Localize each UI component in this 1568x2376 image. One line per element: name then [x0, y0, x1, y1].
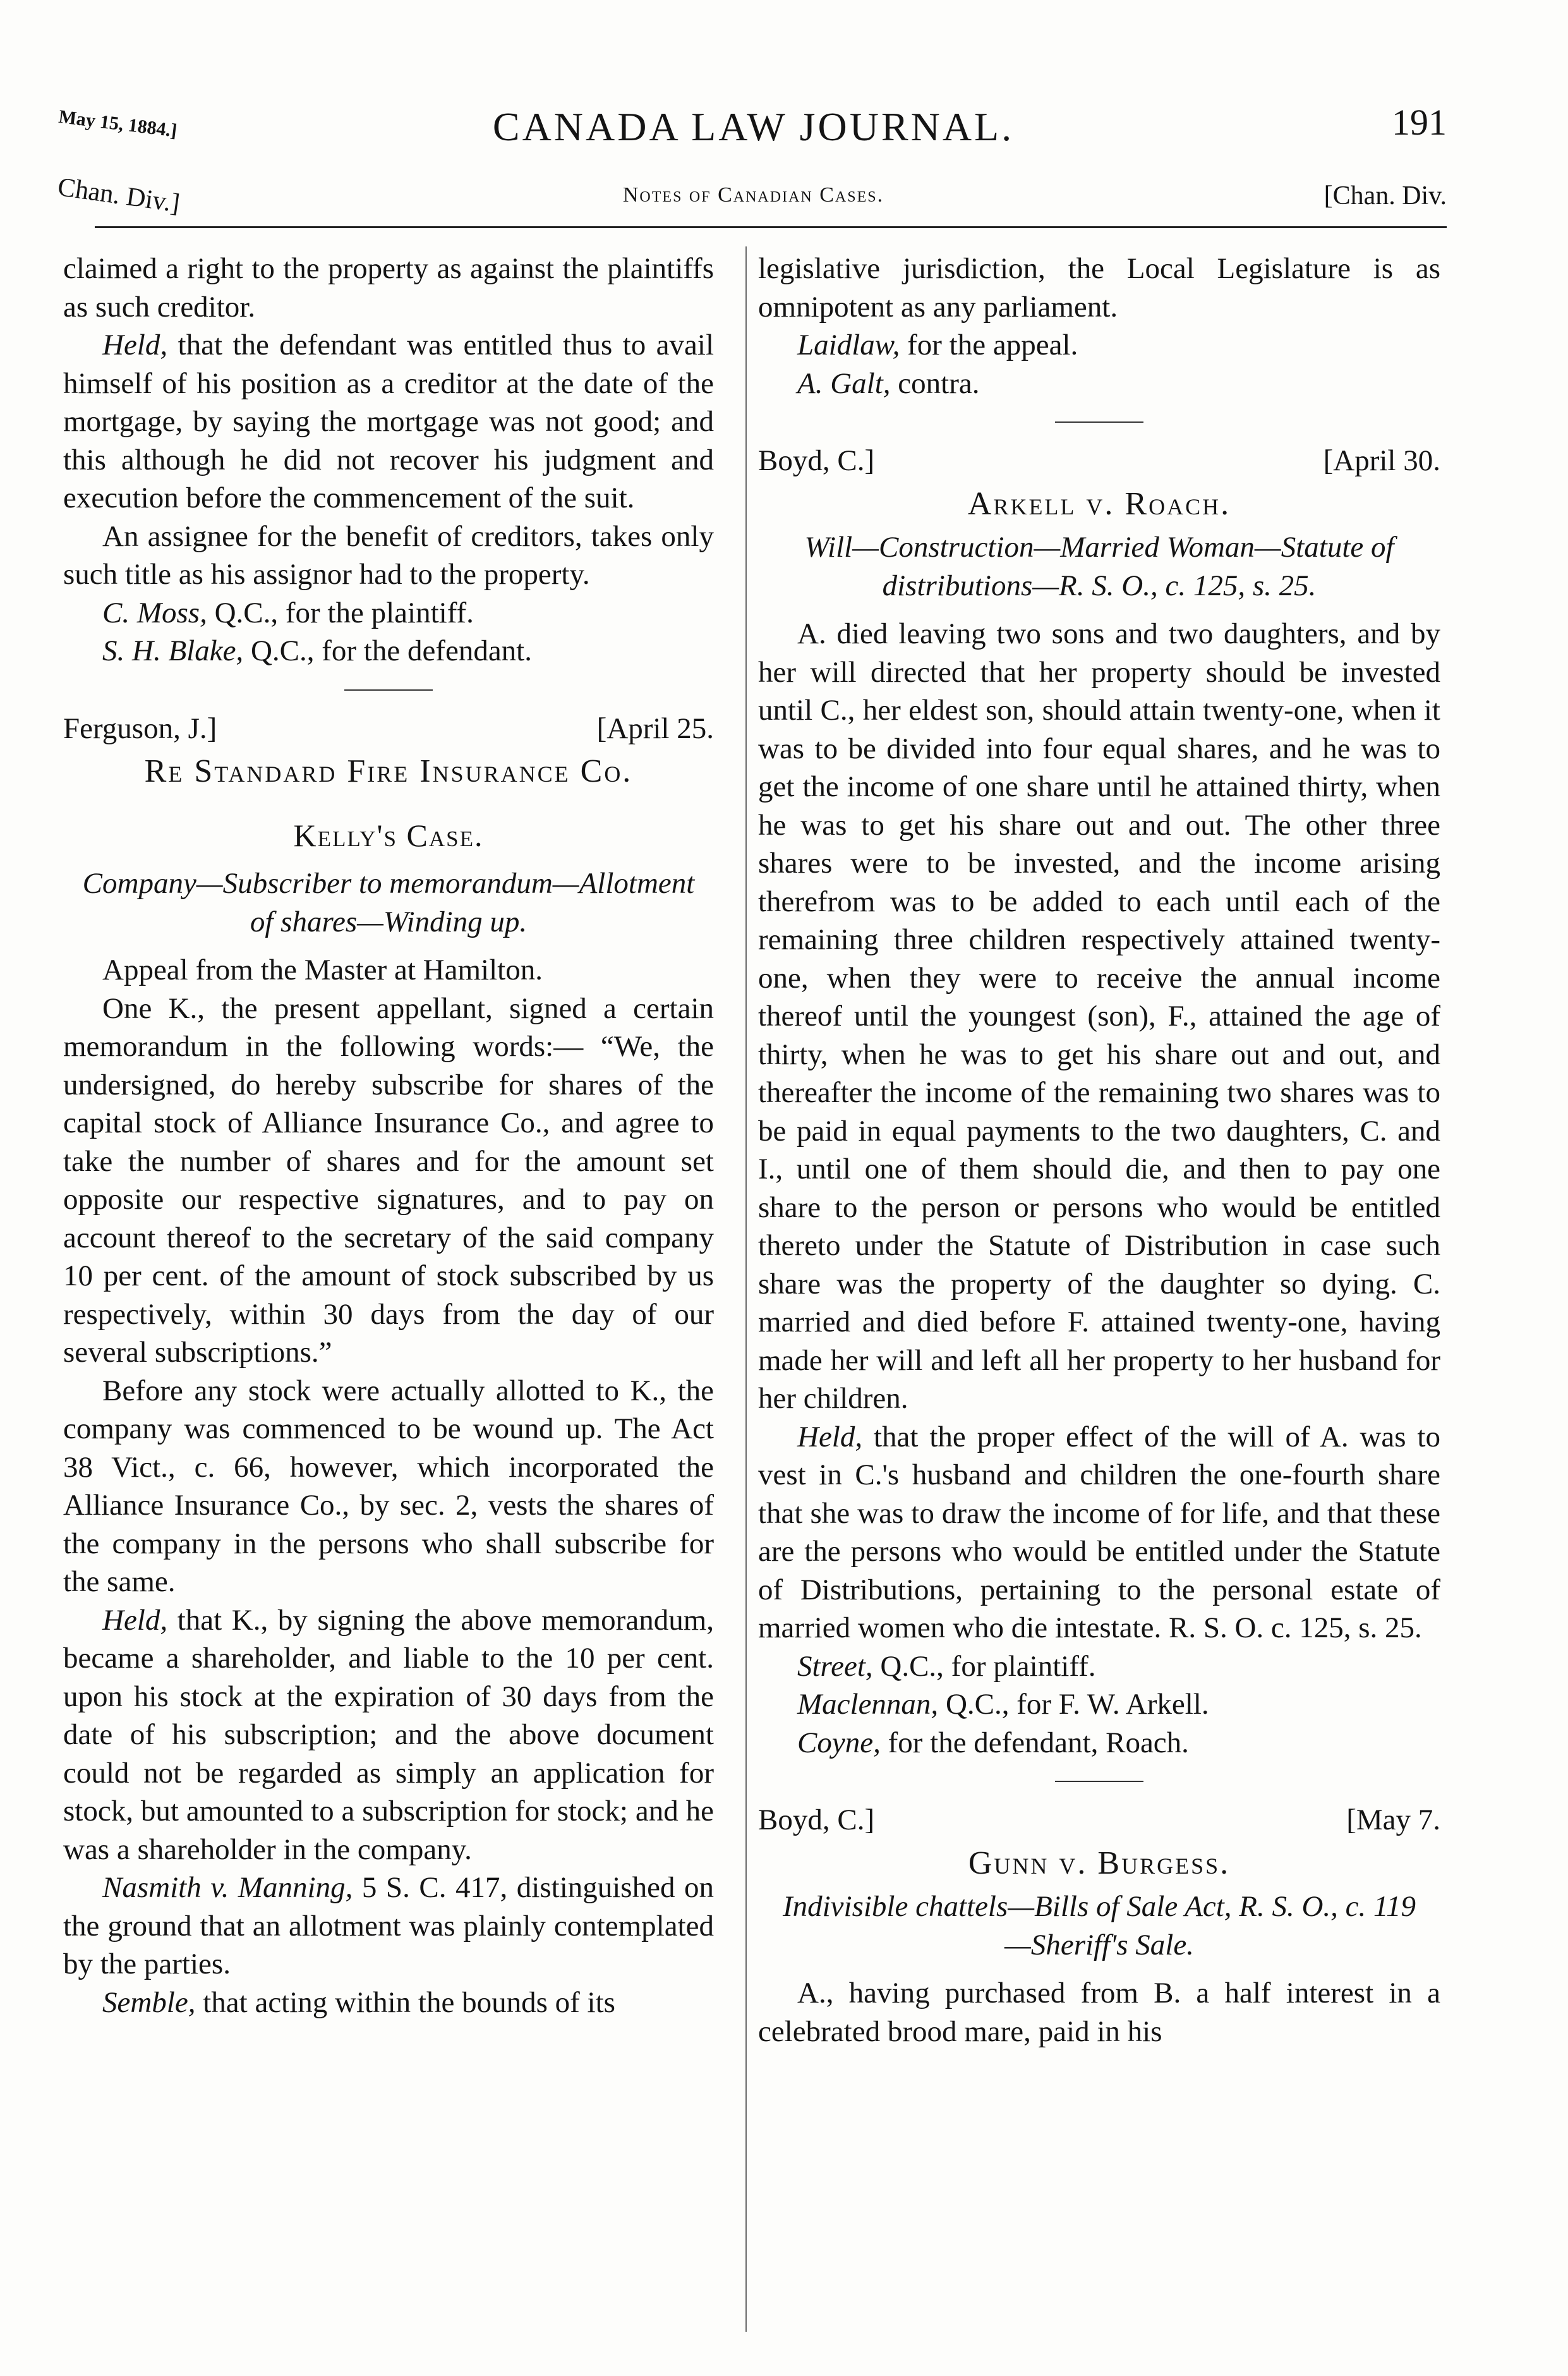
counsel-role: for the appeal.	[900, 329, 1078, 361]
section-left: Chan. Div.]	[56, 172, 182, 219]
paragraph-text: 5 S. C. 417, distinguished on the ground that an allotment was plainly contemplated by the parties.	[63, 1871, 714, 1980]
page-number: 191	[1392, 102, 1447, 143]
counsel-line	[758, 1724, 1440, 1762]
counsel-role: Q.C., for plaintiff.	[872, 1649, 1096, 1683]
case-separator	[1055, 1781, 1143, 1782]
counsel-name: Maclennan,	[797, 1688, 939, 1721]
counsel-line	[758, 326, 1440, 365]
paragraph: legislative jurisdiction, the Local Legislature is as omnipotent as any parliament.	[758, 252, 1440, 324]
judge: Ferguson, J.]	[63, 712, 217, 745]
right-column	[758, 250, 1440, 2051]
case-title: Gunn v. Burgess.	[968, 1845, 1231, 1881]
column-divider	[745, 246, 747, 2332]
counsel-role: Q.C., for the plaintiff.	[207, 596, 474, 629]
section-header	[56, 172, 1447, 222]
counsel-name: S. H. Blake,	[102, 634, 244, 667]
case-citation: Nasmith v. Manning,	[102, 1871, 353, 1904]
held-label: Held,	[102, 1603, 168, 1637]
counsel-name: Laidlaw,	[797, 329, 900, 361]
headnote: Indivisible chattels—Bills of Sale Act, R. S. O., c. 119—Sheriff's Sale.	[782, 1890, 1416, 1961]
journal-title: CANADA LAW JOURNAL.	[492, 104, 1015, 149]
counsel-name: C. Moss,	[102, 596, 207, 629]
case-title: Arkell v. Roach.	[967, 485, 1231, 522]
left-column	[63, 250, 714, 2021]
counsel-line	[758, 1647, 1440, 1686]
judge: Boyd, C.]	[758, 1803, 875, 1836]
header-date: May 15, 1884.]	[57, 106, 178, 142]
held-label: Held,	[797, 1420, 863, 1453]
counsel-line	[758, 1685, 1440, 1724]
counsel-name: Coyne,	[797, 1726, 881, 1759]
held-paragraph	[63, 1601, 714, 1869]
semble-paragraph	[63, 1984, 714, 2022]
paragraph-text: that the defendant was entitled thus to avail himself of his position as a creditor at the date of the mortgage, by saying the mortgage was not good; and this although he did not recover his judgment and execution before the commencement of the suit.	[63, 329, 714, 514]
section-title: Notes of Canadian Cases.	[622, 183, 884, 207]
paragraph-text: that K., by signing the above memorandum, became a shareholder, and liable to the 10 per cent. upon his stock at the expiration of 30 days from the date of his subscription; and the above document could not be regarded as simply an application for stock, but amounted to a subscription for stock; and he was a shareholder in the company.	[63, 1603, 714, 1866]
case-separator	[344, 689, 433, 691]
paragraph: Appeal from the Master at Hamilton.	[102, 954, 543, 986]
semble-label: Semble,	[102, 1985, 196, 2019]
case-title: Re Standard Fire Insurance Co.	[144, 753, 633, 789]
citation-paragraph	[63, 1869, 714, 1984]
counsel-role: for the defendant, Roach.	[880, 1726, 1189, 1759]
running-header	[57, 95, 1447, 164]
paragraph: A., having purchased from B. a half interest in a celebrated brood mare, paid in his	[758, 1977, 1440, 2048]
counsel-line	[63, 594, 714, 633]
held-paragraph	[63, 326, 714, 518]
case-date: [May 7.	[1346, 1803, 1440, 1836]
paragraph: claimed a right to the property as against the plaintiffs as such creditor.	[63, 252, 714, 324]
counsel-line	[758, 365, 1440, 403]
counsel-name: A. Galt,	[797, 367, 891, 400]
case-heading-row	[758, 442, 1440, 480]
held-label: Held,	[102, 329, 168, 361]
headnote: Company—Subscriber to memorandum—Allotment of shares—Winding up.	[82, 867, 695, 938]
paragraph-text: that the proper effect of the will of A. was to vest in C.'s husband and children the one-fourth share that she was to draw the income of for life, and that these are the persons who would be entitled under the Statute of Distributions, pertaining to the personal estate of married women who die intestate. R. S. O. c. 125, s. 25.	[758, 1420, 1440, 1644]
counsel-role: Q.C., for F. W. Arkell.	[938, 1688, 1209, 1721]
paragraph: A. died leaving two sons and two daughters, and by her will directed that her property should be invested until C., her eldest son, should attain twenty-one, when it was to be divided into four equal shares, and he was to get the income of one share until he attained thirty, when he was to get his share out and out. The other three shares were to be invested, and the income arising therefrom was to be added to each until each of the remaining three children respectively attained twenty-one, when they were to receive the annual income thereof until the youngest (son), F., attained the age of thirty, when he was to get his share out and out, and thereafter the income of the remaining two shares was to be paid in equal payments to the two daughters, C. and I., until one of them should die, and then to pay one share to the person or persons who would be entitled thereto under the Statute of Distribution in case such share was the property of the daughter so dying. C. married and died before F. attained twenty-one, having made her will and left all her property to her husband for her children.	[758, 617, 1440, 1415]
case-heading-row	[63, 710, 714, 748]
paragraph: One K., the present appellant, signed a certain memorandum in the following words:— “We, the undersigned, do hereby subscribe for shares of the capital stock of Alliance Insurance Co., and agree to take the number of shares and for the amount set opposite our respective signatures, and to pay on account thereof to the secretary of the said company 10 per cent. of the amount of stock subscribed by us respectively, within 30 days from the day of our several subscriptions.”	[63, 991, 714, 1369]
counsel-line	[63, 632, 714, 670]
counsel-role: contra.	[890, 367, 980, 400]
judge: Boyd, C.]	[758, 444, 875, 477]
held-paragraph	[758, 1418, 1440, 1647]
case-separator	[1055, 421, 1143, 423]
case-date: [April 25.	[596, 712, 714, 745]
paragraph: An assignee for the benefit of creditors, takes only such title as his assignor had to the property.	[63, 519, 714, 591]
paragraph-text: that acting within the bounds of its	[195, 1985, 615, 2019]
counsel-role: Q.C., for the defendant.	[243, 634, 532, 667]
case-heading-row	[758, 1801, 1440, 1840]
counsel-name: Street,	[797, 1649, 873, 1683]
headnote: Will—Construction—Married Woman—Statute of distributions—R. S. O., c. 125, s. 25.	[804, 531, 1394, 602]
case-subtitle: Kelly's Case.	[293, 817, 484, 853]
paragraph: Before any stock were actually allotted to K., the company was commenced to be wound up. The Act 38 Vict., c. 66, however, which incorporated the Alliance Insurance Co., by sec. 2, vests the shares of the company in the persons who shall subscribe for the same.	[63, 1374, 714, 1598]
header-rule	[95, 226, 1447, 228]
case-date: [April 30.	[1323, 444, 1440, 477]
section-right: [Chan. Div.	[1324, 181, 1447, 210]
